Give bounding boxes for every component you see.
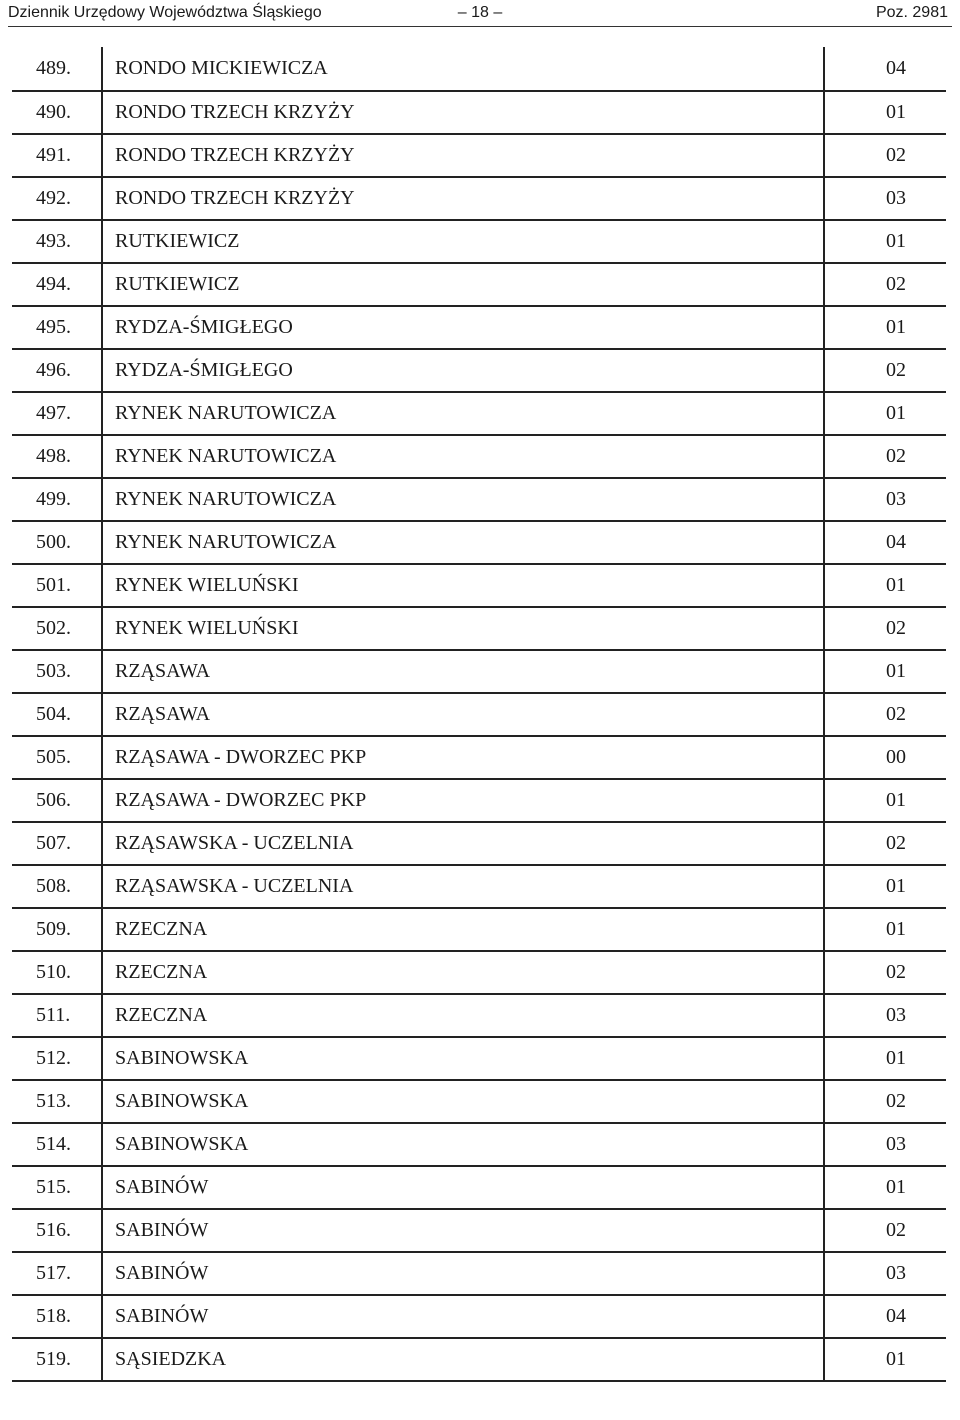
table-row <box>12 134 946 177</box>
street-name: SABINÓW <box>102 1166 824 1209</box>
street-name: RZECZNA <box>102 951 824 994</box>
row-number: 503. <box>12 650 102 693</box>
row-number: 507. <box>12 822 102 865</box>
street-code: 01 <box>824 1166 946 1209</box>
street-name: SABINÓW <box>102 1295 824 1338</box>
row-number: 509. <box>12 908 102 951</box>
row-number: 492. <box>12 177 102 220</box>
row-number: 498. <box>12 435 102 478</box>
row-number: 511. <box>12 994 102 1037</box>
table-row <box>12 650 946 693</box>
street-name: RUTKIEWICZ <box>102 263 824 306</box>
street-name: RONDO TRZECH KRZYŻY <box>102 177 824 220</box>
street-code: 01 <box>824 908 946 951</box>
row-number: 513. <box>12 1080 102 1123</box>
street-code: 01 <box>824 220 946 263</box>
street-code: 03 <box>824 177 946 220</box>
table-row <box>12 392 946 435</box>
table-row <box>12 349 946 392</box>
street-code: 01 <box>824 91 946 134</box>
street-name: RYNEK WIELUŃSKI <box>102 564 824 607</box>
street-code: 01 <box>824 779 946 822</box>
table-row <box>12 1295 946 1338</box>
street-name: RYNEK WIELUŃSKI <box>102 607 824 650</box>
street-name: RZĄSAWA - DWORZEC PKP <box>102 736 824 779</box>
street-name: RYDZA-ŚMIGŁEGO <box>102 349 824 392</box>
street-code: 02 <box>824 1080 946 1123</box>
street-name: SABINOWSKA <box>102 1080 824 1123</box>
row-number: 501. <box>12 564 102 607</box>
street-code: 02 <box>824 263 946 306</box>
row-number: 517. <box>12 1252 102 1295</box>
row-number: 504. <box>12 693 102 736</box>
street-code: 03 <box>824 994 946 1037</box>
street-table <box>12 47 946 1382</box>
table-row <box>12 908 946 951</box>
row-number: 502. <box>12 607 102 650</box>
street-code: 01 <box>824 392 946 435</box>
street-code: 01 <box>824 564 946 607</box>
street-code: 03 <box>824 478 946 521</box>
publication-title: Dziennik Urzędowy Województwa Śląskiego <box>8 4 322 21</box>
table-row <box>12 994 946 1037</box>
row-number: 493. <box>12 220 102 263</box>
street-code: 02 <box>824 822 946 865</box>
table-row <box>12 1123 946 1166</box>
street-name: RYDZA-ŚMIGŁEGO <box>102 306 824 349</box>
street-code: 02 <box>824 607 946 650</box>
row-number: 508. <box>12 865 102 908</box>
row-number: 510. <box>12 951 102 994</box>
street-name: SĄSIEDZKA <box>102 1338 824 1381</box>
row-number: 515. <box>12 1166 102 1209</box>
table-row <box>12 263 946 306</box>
row-number: 505. <box>12 736 102 779</box>
street-name: SABINÓW <box>102 1252 824 1295</box>
position-number: Poz. 2981 <box>875 4 948 21</box>
street-name: SABINOWSKA <box>102 1123 824 1166</box>
table-row <box>12 693 946 736</box>
street-name: RZĄSAWSKA - UCZELNIA <box>102 822 824 865</box>
table-row <box>12 1037 946 1080</box>
street-name: RONDO MICKIEWICZA <box>102 47 824 91</box>
row-number: 494. <box>12 263 102 306</box>
table-row <box>12 521 946 564</box>
street-code: 01 <box>824 1037 946 1080</box>
table-row <box>12 220 946 263</box>
row-number: 519. <box>12 1338 102 1381</box>
row-number: 495. <box>12 306 102 349</box>
street-code: 02 <box>824 435 946 478</box>
row-number: 491. <box>12 134 102 177</box>
street-name: RZĄSAWA <box>102 650 824 693</box>
table-row <box>12 951 946 994</box>
street-name: RYNEK NARUTOWICZA <box>102 392 824 435</box>
row-number: 496. <box>12 349 102 392</box>
row-number: 518. <box>12 1295 102 1338</box>
street-code: 02 <box>824 951 946 994</box>
table-row <box>12 607 946 650</box>
table-row <box>12 1166 946 1209</box>
table-row <box>12 177 946 220</box>
table-row <box>12 435 946 478</box>
table-row <box>12 865 946 908</box>
row-number: 497. <box>12 392 102 435</box>
street-code: 02 <box>824 693 946 736</box>
table-row <box>12 1252 946 1295</box>
street-code: 01 <box>824 1338 946 1381</box>
table-row <box>12 822 946 865</box>
street-code: 03 <box>824 1123 946 1166</box>
row-number: 512. <box>12 1037 102 1080</box>
street-table-body <box>12 47 946 1381</box>
street-name: RYNEK NARUTOWICZA <box>102 521 824 564</box>
page-header <box>0 0 960 26</box>
street-name: RONDO TRZECH KRZYŻY <box>102 134 824 177</box>
row-number: 500. <box>12 521 102 564</box>
street-code: 04 <box>824 1295 946 1338</box>
header-rule <box>8 26 952 27</box>
table-row <box>12 306 946 349</box>
table-row <box>12 564 946 607</box>
table-row <box>12 1338 946 1381</box>
street-name: RYNEK NARUTOWICZA <box>102 478 824 521</box>
street-name: RONDO TRZECH KRZYŻY <box>102 91 824 134</box>
street-name: SABINÓW <box>102 1209 824 1252</box>
row-number: 506. <box>12 779 102 822</box>
table-row <box>12 779 946 822</box>
table-row <box>12 1080 946 1123</box>
street-code: 02 <box>824 1209 946 1252</box>
street-code: 02 <box>824 349 946 392</box>
page-number: – 18 – <box>457 4 503 21</box>
street-code: 01 <box>824 306 946 349</box>
table-row <box>12 478 946 521</box>
street-name: SABINOWSKA <box>102 1037 824 1080</box>
table-row <box>12 47 946 91</box>
street-name: RZĄSAWA <box>102 693 824 736</box>
street-name: RZECZNA <box>102 994 824 1037</box>
table-row <box>12 1209 946 1252</box>
street-name: RZĄSAWSKA - UCZELNIA <box>102 865 824 908</box>
street-code: 04 <box>824 521 946 564</box>
row-number: 490. <box>12 91 102 134</box>
street-code: 01 <box>824 865 946 908</box>
row-number: 514. <box>12 1123 102 1166</box>
street-code: 03 <box>824 1252 946 1295</box>
street-code: 00 <box>824 736 946 779</box>
street-code: 01 <box>824 650 946 693</box>
table-row <box>12 736 946 779</box>
street-name: RZĄSAWA - DWORZEC PKP <box>102 779 824 822</box>
row-number: 516. <box>12 1209 102 1252</box>
street-code: 02 <box>824 134 946 177</box>
street-code: 04 <box>824 47 946 91</box>
row-number: 499. <box>12 478 102 521</box>
row-number: 489. <box>12 47 102 91</box>
table-row <box>12 91 946 134</box>
street-name: RYNEK NARUTOWICZA <box>102 435 824 478</box>
street-name: RZECZNA <box>102 908 824 951</box>
street-name: RUTKIEWICZ <box>102 220 824 263</box>
